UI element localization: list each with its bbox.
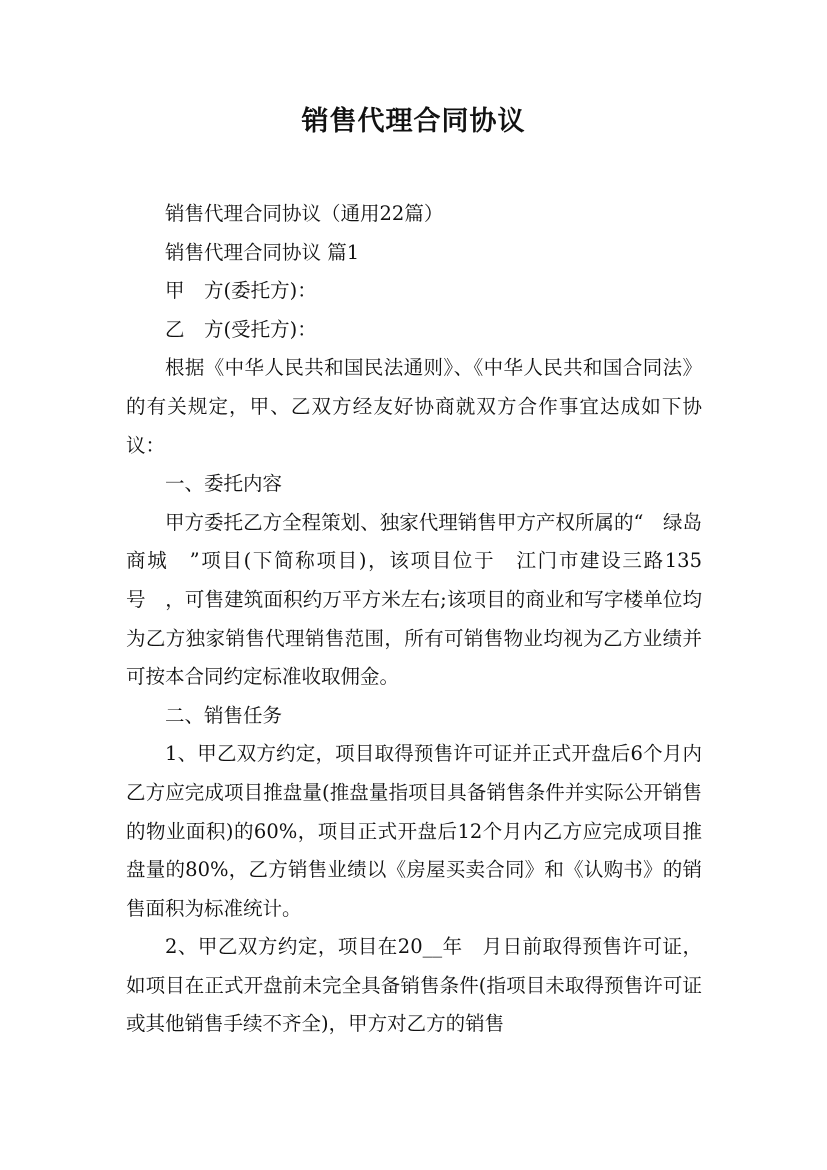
paragraph-subtitle: 销售代理合同协议（通用22篇） [165,202,444,225]
paragraph-task-1: 1、甲乙双方约定，项目取得预售许可证并正式开盘后6个月内乙方应完成项目推盘量(推盘量指项目具备销售条件并实际公开销售的物业面积)的60%，项目正式开盘后12个月内乙方应完成项目推盘量的80%，乙方销售业绩以《房屋买卖合同》和《认购书》的销售面积为标准统计。 [126,742,702,920]
paragraph-task-2: 2、甲乙双方约定，项目在20__年 月日前取得预售许可证，如项目在正式开盘前未完全具备销售条件(指项目未取得预售许可证或其他销售手续不齐全)，甲方对乙方的销售 [126,935,702,1036]
paragraph-party-b: 乙 方(受托方)： [165,317,317,341]
paragraph-heading-2: 二、销售任务 [165,703,283,727]
document-body [126,195,702,1044]
paragraph-section-heading: 销售代理合同协议 篇1 [165,240,360,264]
paragraph-party-a: 甲 方(委托方)： [165,279,317,303]
paragraph-entrustment: 甲方委托乙方全程策划、独家代理销售甲方产权所属的“ 绿岛商城 ”项目(下简称项目)，该项目位于 江门市建设三路135号 ，可售建筑面积约万平方米左右;该项目的商业和写字楼单位均为乙方独家销售代理销售范围，所有可销售物业均视为乙方业绩并可按本合同约定标准收取佣金。 [126,510,702,689]
paragraph-heading-1: 一、委托内容 [165,472,283,496]
document-title: 销售代理合同协议 [301,106,526,137]
paragraph-preamble: 根据《中华人民共和国民法通则》、《中华人民共和国合同法》的有关规定，甲、乙双方经友好协商就双方合作事宜达成如下协议： [126,356,702,457]
